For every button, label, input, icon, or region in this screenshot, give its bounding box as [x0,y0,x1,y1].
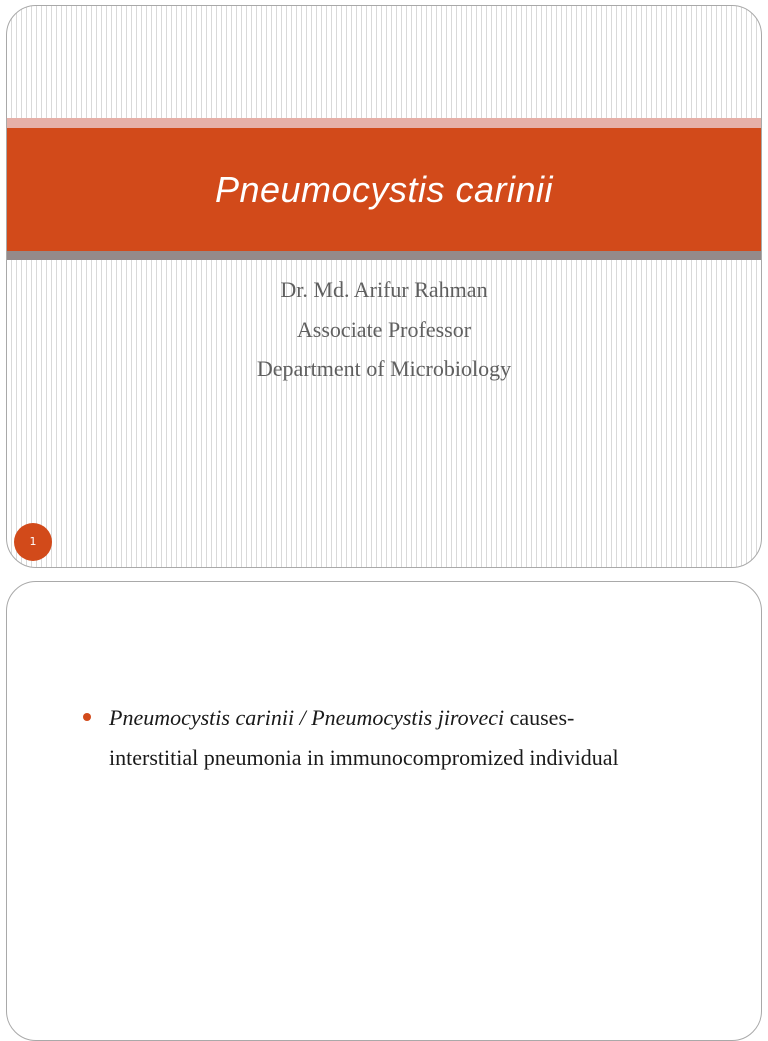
slide-number-badge: 1 [14,523,52,561]
content-slide [6,581,762,1041]
bullet-item [83,702,723,774]
causes-text: causes- [504,705,575,730]
bullet-text [109,702,723,774]
title-slide [6,5,762,568]
author-department: Department of Microbiology [256,356,512,381]
bullet-line-2: interstitial pneumonia in immunocompromized individual [109,745,619,770]
author-name: Dr. Md. Arifur Rahman [280,277,488,302]
author-position: Associate Professor [296,316,472,342]
slide-title: Pneumocystis carinii [214,169,554,210]
bullet-dot-icon [83,713,91,721]
subtitle-block [7,274,761,393]
organism-names: Pneumocystis carinii / Pneumocystis jiroveci [109,705,505,730]
bullet-line-1 [109,702,723,742]
title-band-top-accent [7,118,761,128]
title-band-bottom-accent [7,251,761,260]
